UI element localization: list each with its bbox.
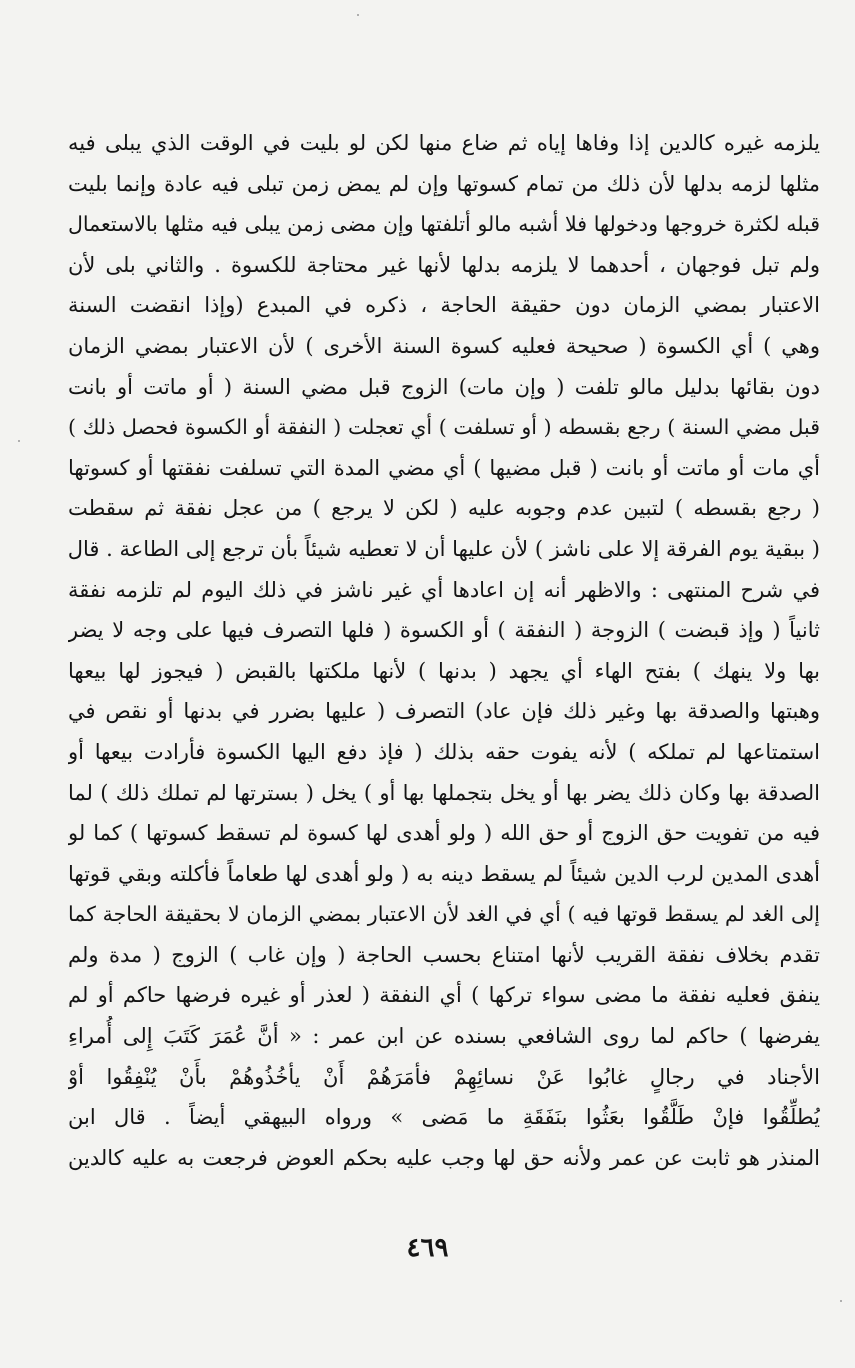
text-line: دون بقائها بدليل مالو تلفت ( وإن مات) الزوج قبل مضي السنة ( أو ماتت أو بانت — [68, 374, 820, 399]
text-line: وهبتها والصدقة بها وغير ذلك فإن عاد) التصرف ( عليها بضرر في بدنها أو نقص في — [68, 699, 820, 724]
text-line: استمتاعها لم تملكه ) لأنه يفوت حقه بذلك ( فإذ دفع اليها الكسوة فأرادت بيعها أو — [68, 739, 820, 764]
text-line: مثلها لزمه بدلها لأن ذلك من تمام كسوتها وإن لم يمض زمن تبلى فيه عادة وإنما بليت — [68, 171, 820, 196]
text-line: الأجناد في رجالٍ غابُوا عَنْ نسائِهِمْ فأمَرَهُمْ أَنْ يأخُذُوهُمْ بأَنْ يُنْفِقُوا أوْ — [68, 1064, 820, 1089]
text-line: في شرح المنتهى : والاظهر أنه إن اعادها أي غير ناشز في ذلك اليوم لم تلزمه نفقة — [68, 577, 820, 602]
text-line: ينفق فعليه نفقة ما مضى سواء تركها ) أي النفقة ( لعذر أو غيره فرضها حاكم أو لم — [68, 983, 820, 1008]
text-line: بها ولا ينهك ) بفتح الهاء أي يجهد ( بدنها ) لأنها ملكتها بالقبض ( فيجوز لها بيعها — [68, 658, 820, 683]
text-line: وهي ) أي الكسوة ( صحيحة فعليه كسوة السنة الأخرى ) لأن الاعتبار بمضي الزمان — [68, 333, 820, 358]
text-line: ( رجع بقسطه ) لتبين عدم وجوبه عليه ( لكن لا يرجع ) من عجل نفقة ثم سقطت — [68, 496, 820, 521]
scan-speck — [357, 14, 359, 16]
text-line: ثانياً ( وإذ قبضت ) الزوجة ( النفقة ) أو الكسوة ( فلها التصرف فيها على وجه لا يضر — [68, 618, 820, 643]
text-line: يُطلِّقُوا فإنْ طَلَّقُوا بعَثُوا بنَفَقَةِ ما مَضى » ورواه البيهقي أيضاً . قال ابن — [68, 1105, 820, 1130]
text-line: إلى الغد لم يسقط قوتها فيه ) أي في الغد لأن الاعتبار بمضي الزمان لا بحقيقة الحاجة كما — [68, 902, 820, 927]
text-line: المنذر هو ثابت عن عمر ولأنه حق لها وجب عليه بحكم العوض فرجعت به عليه كالدين — [68, 1145, 820, 1170]
text-line: أهدى المدين لرب الدين شيئاً لم يسقط دينه به ( ولو أهدى لها طعاماً فأكلته وبقي قوتها — [68, 861, 820, 886]
text-line: قبله لكثرة خروجها ودخولها فلا أشبه مالو أتلفتها وإن مضى زمن يبلى فيه مثلها بالاستعمال — [68, 212, 820, 237]
text-line: فيه من تفويت حق الزوج أو حق الله ( ولو أهدى لها كسوة لم تسقط كسوتها ) كما لو — [68, 821, 820, 846]
text-line: الاعتبار بمضي الزمان دون حقيقة الحاجة ، ذكره في المبدع (وإذا انقضت السنة — [68, 293, 820, 318]
scan-speck — [840, 1300, 842, 1302]
body-text — [68, 123, 820, 1178]
text-line: أي مات أو ماتت أو بانت ( قبل مضيها ) أي مضي المدة التي تسلفت نفقتها أو كسوتها — [68, 455, 820, 480]
text-line: الصدقة بها وكان ذلك يضر بها أو يخل بتجملها بها أو ) يخل ( بسترتها لم تملك ذلك ) لما — [68, 780, 820, 805]
text-line: ( ببقية يوم الفرقة إلا على ناشز ) لأن عليها أن لا تعطيه شيئاً بأن ترجع إلى الطاعة . قال — [68, 536, 820, 561]
text-line: قبل مضي السنة ) رجع بقسطه ( أو تسلفت ) أي تعجلت ( النفقة أو الكسوة فحصل ذلك ) — [68, 415, 820, 440]
text-line: يلزمه غيره كالدين إذا وفاها إياه ثم ضاع منها لكن لو بليت في الوقت الذي يبلى فيه — [68, 131, 820, 155]
text-line: يفرضها ) حاكم لما روى الشافعي بسنده عن ابن عمر : « أنَّ عُمَرَ كَتَبَ إِلى أُمراءِ — [68, 1024, 820, 1049]
page-number: ٤٦٩ — [406, 1233, 449, 1263]
text-line: ولم تبل فوجهان ، أحدهما لا يلزمه بدلها لأنها غير محتاجة للكسوة . والثاني بلى لأن — [68, 252, 820, 277]
scan-speck — [18, 440, 20, 442]
text-line: تقدم بخلاف نفقة القريب لأنها امتناع بحسب الحاجة ( وإن غاب ) الزوج ( مدة ولم — [68, 942, 820, 967]
